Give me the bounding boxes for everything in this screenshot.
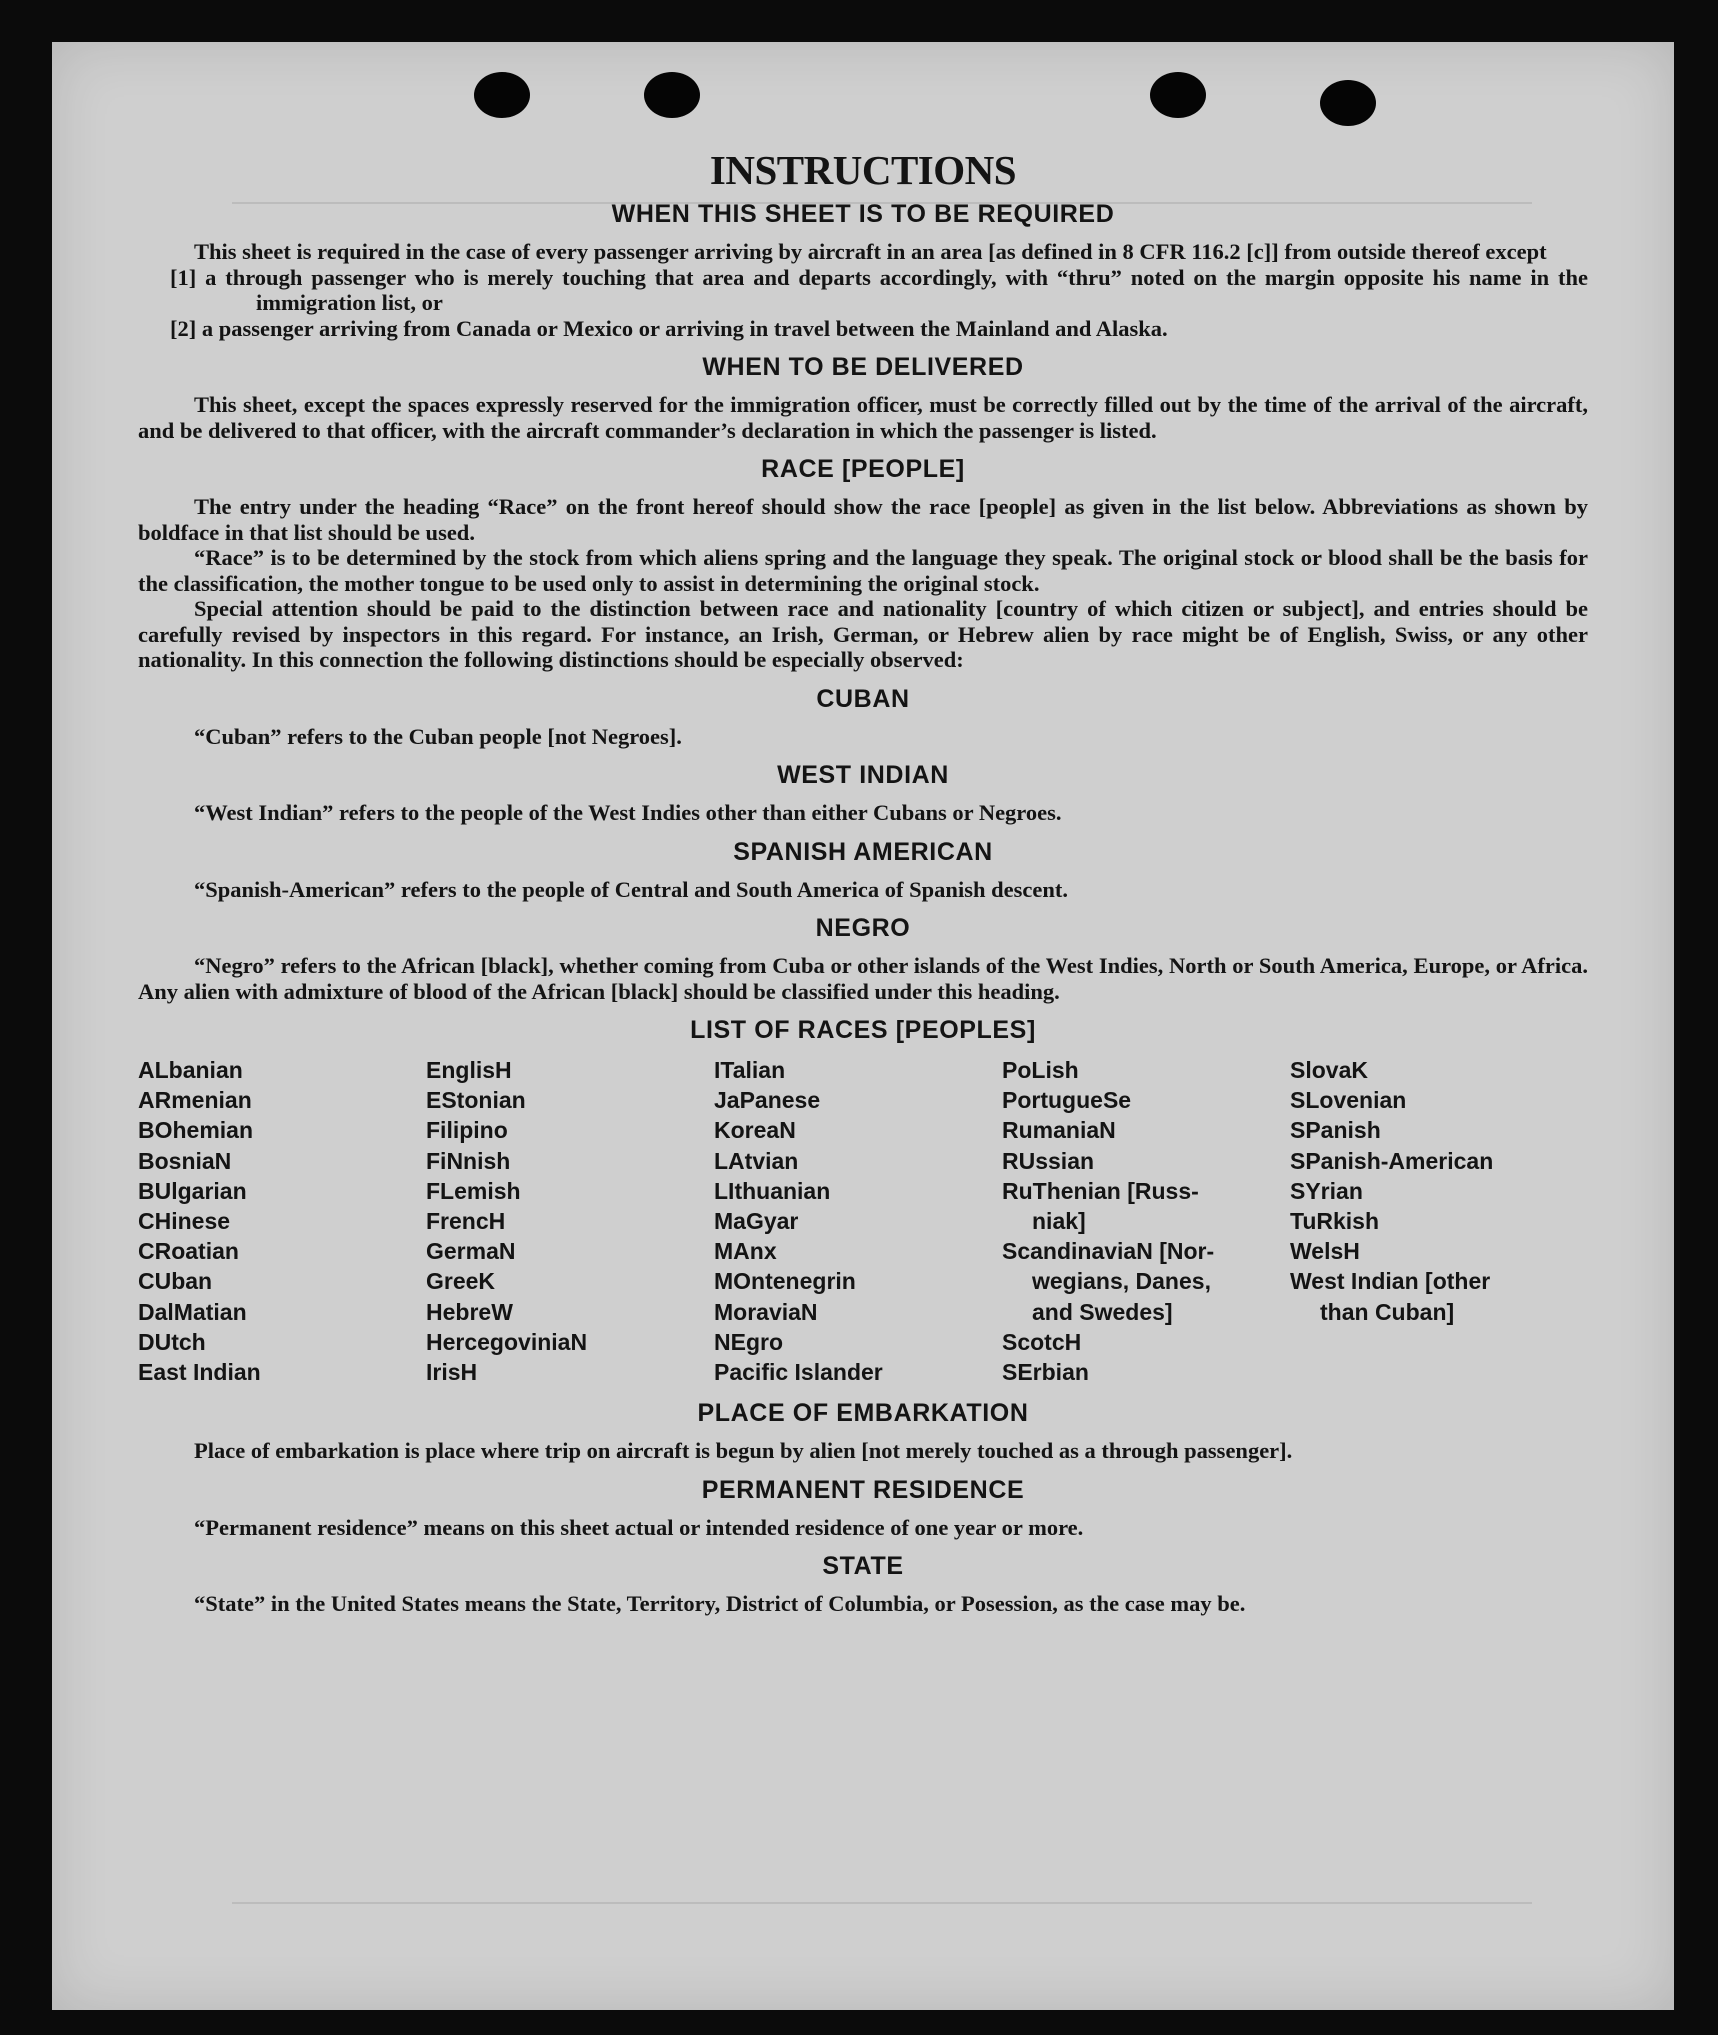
race-entry: FLemish [426,1177,521,1204]
race-entry: MOntenegrin [714,1268,856,1295]
race-column-2 [426,1055,714,1387]
paragraph-negro: “Negro” refers to the African [black], whether coming from Cuba or other islands of the West Indies, North or South America, Europe, or Africa. Any alien with admixture of blood of the African [black] should be classified under this heading. [138,953,1588,1004]
race-column-3 [714,1055,1002,1387]
race-entry: JaPanese [714,1087,821,1114]
race-entry: PortugueSe [1002,1087,1132,1114]
race-column-1 [138,1055,426,1387]
exception-item-2: [2] a passenger arriving from Canada or Mexico or arriving in travel between the Mainland and Alaska. [170,315,1168,341]
paragraph-required: This sheet is required in the case of every passenger arriving by aircraft in an area [as defined in 8 CFR 116.2 [c]] from outside thereof except [194,239,1547,264]
race-entry: ARmenian [138,1087,252,1114]
race-entry: SYrian [1290,1177,1363,1204]
race-entry-continued: than Cuban] [1320,1298,1455,1325]
race-entry: PoLish [1002,1057,1079,1083]
paragraph-cuban: “Cuban” refers to the Cuban people [not Negroes]. [194,723,682,749]
paragraph-race-3: Special attention should be paid to the distinction between race and nationality [country of which citizen or subject], and entries should be carefully revised by inspectors in this regard. For instance, an Irish, German, or Hebrew alien by race might be of English, Swiss, or any other nationality. In this connection the following distinctions should be especially observed: [138,596,1588,672]
race-entry: BosniaN [138,1147,232,1174]
section-heading-required: WHEN THIS SHEET IS TO BE REQUIRED [611,200,1115,228]
section-heading-state: STATE [822,1552,904,1581]
paragraph-delivered: This sheet, except the spaces expressly reserved for the immigration officer, must be correctly filled out by the time of the arrival of the aircraft, and be delivered to that officer, with the aircraft commander’s declaration in which the passenger is listed. [138,392,1588,443]
paragraph-west-indian: “West Indian” refers to the people of the West Indies other than either Cubans or Negroes. [194,800,1062,825]
section-heading-cuban: CUBAN [816,684,910,713]
race-entry-continued: wegians, Danes, [1032,1268,1211,1295]
instructions-content [138,146,1588,1617]
race-entry: LAtvian [714,1147,799,1174]
race-entry: ALbanian [138,1057,243,1083]
race-entry: FiNnish [426,1147,511,1174]
punch-hole [474,72,530,118]
bleed-through-rule [232,1902,1532,1904]
race-entry: EnglisH [426,1057,512,1083]
race-entry: DUtch [138,1328,206,1355]
race-entry: MAnx [714,1238,777,1265]
race-entry: SErbian [1002,1359,1089,1386]
race-entry: ScandinaviaN [Nor- [1002,1238,1215,1265]
paragraph-permanent-residence: “Permanent residence” means on this sheet actual or intended residence of one year or more. [194,1514,1084,1540]
section-heading-permanent-residence: PERMANENT RESIDENCE [701,1475,1025,1504]
race-entry: HercegoviniaN [426,1328,588,1355]
page-title: INSTRUCTIONS [709,147,1017,193]
race-entry: SLovenian [1290,1087,1407,1114]
section-heading-list-of-races: LIST OF RACES [PEOPLES] [690,1016,1036,1044]
race-entry-continued: niak] [1032,1208,1086,1235]
punch-hole [1150,72,1206,118]
race-entry: Filipino [426,1117,508,1144]
race-entry: LIthuanian [714,1177,831,1204]
race-entry: WelsH [1290,1238,1360,1265]
race-entry: RumaniaN [1002,1117,1116,1144]
punch-hole [1320,80,1376,126]
race-entry: CHinese [138,1208,231,1235]
race-entry: West Indian [other [1290,1268,1491,1295]
race-entry: SlovaK [1290,1057,1368,1083]
race-entry: GreeK [426,1268,496,1295]
section-heading-race: RACE [PEOPLE] [761,455,965,483]
paragraph-race-2: “Race” is to be determined by the stock from which aliens spring and the language they speak. The original stock or blood shall be the basis for the classification, the mother tongue to be used only to assist in determining the original stock. [138,545,1588,596]
race-entry: CUban [138,1268,213,1295]
race-column-5 [1290,1055,1540,1387]
race-entry: SPanish [1290,1117,1381,1144]
paragraph-spanish-american: “Spanish-American” refers to the people of Central and South America of Spanish descent. [194,876,1068,902]
race-entry: KoreaN [714,1117,796,1144]
race-entry: DalMatian [138,1298,247,1325]
race-column-4 [1002,1055,1290,1387]
race-entry: ScotcH [1002,1328,1082,1355]
section-heading-negro: NEGRO [815,914,911,942]
race-entry: MaGyar [714,1208,799,1235]
race-entry: Pacific Islander [714,1359,883,1386]
section-heading-delivered: WHEN TO BE DELIVERED [702,353,1024,381]
race-entry: FrencH [426,1208,506,1235]
paragraph-state: “State” in the United States means the State, Territory, District of Columbia, or Posession, as the case may be. [194,1591,1246,1617]
race-entry: EStonian [426,1087,526,1114]
paragraph-embarkation: Place of embarkation is place where trip on aircraft is begun by alien [not merely touched as a through passenger]. [194,1438,1293,1464]
document-page [52,42,1674,2010]
section-heading-west-indian: WEST INDIAN [777,761,949,789]
race-entry: RuThenian [Russ- [1002,1177,1199,1204]
race-list [138,1055,1588,1387]
race-entry: CRoatian [138,1238,239,1265]
race-entry: ITalian [714,1057,786,1083]
exception-item-1: [1] a through passenger who is merely touching that area and departs accordingly, with “thru” noted on the margin opposite his name in the immigration list, or [170,264,1588,315]
race-entry: NEgro [714,1328,783,1355]
race-entry: East Indian [138,1359,261,1386]
punch-hole [644,72,700,118]
race-entry: IrisH [426,1359,478,1386]
race-entry: HebreW [426,1298,513,1325]
race-entry-continued: and Swedes] [1032,1298,1173,1325]
race-entry: SPanish-American [1290,1147,1494,1174]
race-entry: TuRkish [1290,1208,1380,1235]
race-entry: BUlgarian [138,1177,247,1204]
section-heading-embarkation: PLACE OF EMBARKATION [697,1399,1029,1428]
race-entry: BOhemian [138,1117,254,1144]
race-entry: MoraviaN [714,1298,818,1325]
section-heading-spanish-american: SPANISH AMERICAN [733,837,993,866]
race-entry: GermaN [426,1238,516,1265]
paragraph-race-1: The entry under the heading “Race” on the front hereof should show the race [people] as given in the list below. Abbreviations as shown by boldface in that list should be used. [138,494,1588,545]
race-entry: RUssian [1002,1147,1095,1174]
